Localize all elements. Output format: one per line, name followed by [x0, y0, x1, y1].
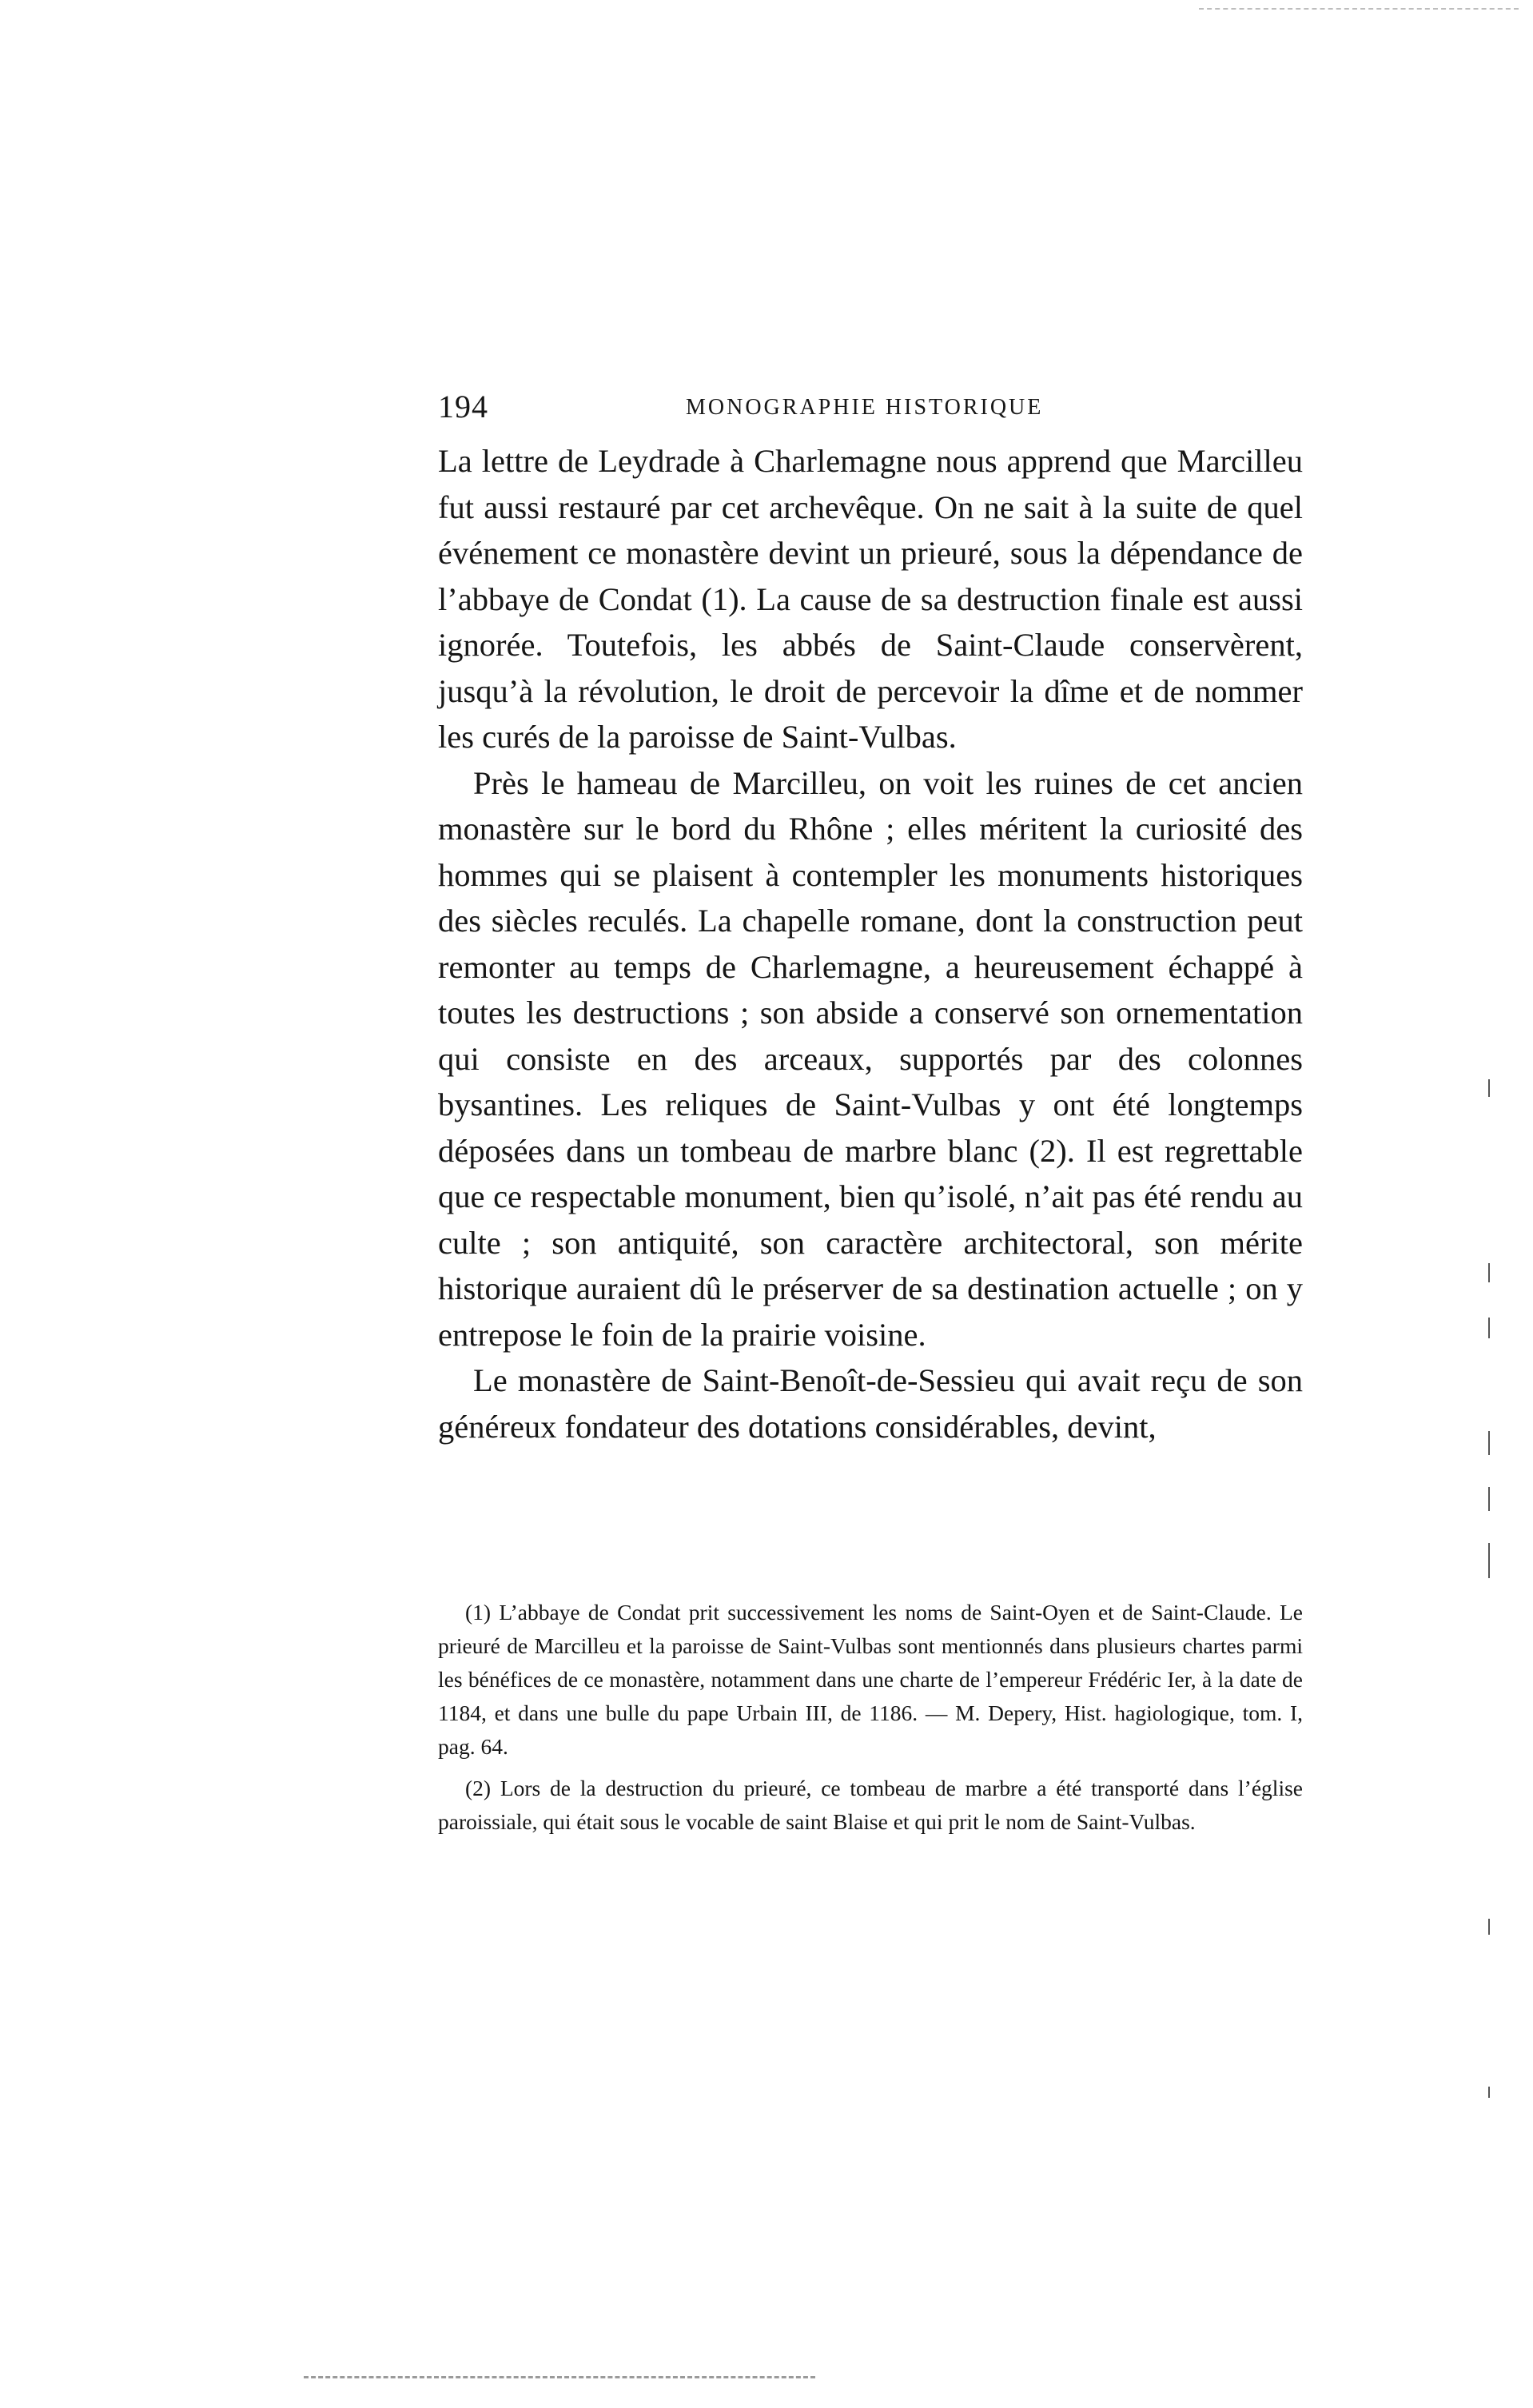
footnotes	[438, 1596, 1303, 1839]
page-number: 194	[438, 389, 488, 425]
scan-mark	[1488, 1263, 1490, 1282]
scan-mark	[1488, 2087, 1490, 2098]
running-title: MONOGRAPHIE HISTORIQUE	[686, 395, 1044, 420]
footnote: (2) Lors de la destruction du prieuré, ce tombeau de marbre a été transporté dans l’église paroissiale, qui était sous le vocable de saint Blaise et qui prit le nom de Saint-Vulbas.	[438, 1776, 1303, 1834]
footnote: (1) L’abbaye de Condat prit successivement les noms de Saint-Oyen et de Saint-Claude. Le prieuré de Marcilleu et la paroisse de Saint-Vulbas sont mentionnés dans plusieurs chartes parmi les bénéfices de ce monastère, notamment dans une charte de l’empereur Frédéric Ier, à la date de 1184, et dans une bulle du pape Urbain III, de 1186. — M. Depery, Hist. hagiologique, tom. I, pag. 64.	[438, 1600, 1303, 1759]
scan-mark	[1488, 1543, 1490, 1578]
scan-mark	[1488, 1318, 1490, 1338]
scan-mark	[1488, 1487, 1490, 1511]
page-header	[438, 387, 1303, 427]
main-text	[438, 438, 1303, 1449]
scan-dash-line	[304, 2376, 815, 2382]
scan-speck-line	[1199, 8, 1519, 13]
scan-mark	[1488, 1079, 1490, 1097]
paragraph: Près le hameau de Marcilleu, on voit les ruines de cet ancien monastère sur le bord du Rhône ; elles méritent la curiosité des hommes qui se plaisent à contempler les monuments historiques des siècles reculés. La chapelle romane, dont la construction peut remonter au temps de Charlemagne, a heureusement échappé à toutes les destructions ; son abside a conservé son ornementation qui consiste en des arceaux, supportés par des colonnes bysantines. Les reliques de Saint-Vulbas y ont été longtemps déposées dans un tombeau de marbre blanc (2). Il est regrettable que ce respectable monument, bien qu’isolé, n’ait pas été rendu au culte ; son antiquité, son caractère architectoral, son mérite historique auraient dû le préserver de sa destination actuelle ; on y entrepose le foin de la prairie voisine.	[438, 764, 1303, 1353]
scan-mark	[1488, 1431, 1490, 1455]
margin-scan-marks	[1488, 1079, 1493, 2199]
scan-mark	[1488, 1919, 1490, 1935]
paragraph: Le monastère de Saint-Benoît-de-Sessieu qui avait reçu de son généreux fondateur des dotations considérables, devint,	[438, 1362, 1303, 1445]
paragraph: La lettre de Leydrade à Charlemagne nous apprend que Marcilleu fut aussi restauré par cet archevêque. On ne sait à la suite de quel événement ce monastère devint un prieuré, sous la dépendance de l’abbaye de Condat (1). La cause de sa destruction finale est aussi ignorée. Toutefois, les abbés de Saint-Claude conservèrent, jusqu’à la révolution, le droit de percevoir la dîme et de nommer les curés de la paroisse de Saint-Vulbas.	[438, 443, 1303, 755]
